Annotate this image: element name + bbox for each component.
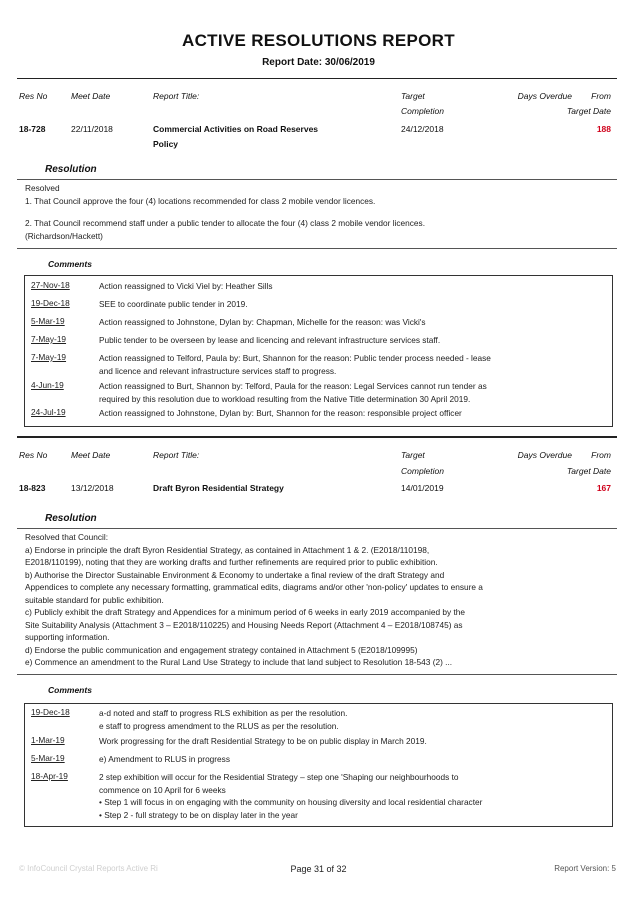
comment-date: 5-Mar-19 bbox=[31, 316, 65, 326]
col-target-date: Target Date bbox=[566, 106, 611, 116]
comment-text: Action reassigned to Telford, Paula by: Burt, Shannon for the reason: Public tender process needed - lease and licence and relevant infrastructure services staff to progress. bbox=[99, 353, 491, 376]
col-meet-date: Meet Date bbox=[71, 450, 111, 460]
resolution-divider bbox=[17, 528, 617, 529]
resolution-text: Resolved that Council: a) Endorse in principle the draft Byron Residential Strategy, as contained in Attachment 1 & 2. (E2018/110198, E2018/110199), noting that they are working drafts and further refinements are required prior to public exhibition. b) Authorise the Director Sustainable Environment & Economy to undertake a final review of the draft Strategy and Appendices to complete any necessary formatting, grammatical edits, diagrams and/or other 'non-policy' updates to ensure a suitable standard for public exhibition. c) Publicly exhibit the draft Strategy and Appendices for a minimum period of 6 weeks in early 2019 accompanied by the Site Suitability Analysis (Attachment 3 – E2018/110225) and Housing Needs Report (Attachment 4 – E2018/108745) as supporting information. d) Endorse the public communication and engagement strategy contained in Attachment 5 (E2018/109995) e) Commence an amendment to the Rural Land Use Strategy to include that land subject to Resolution 18-543 (2) ... bbox=[25, 532, 483, 667]
page-number: Page 31 of 32 bbox=[290, 864, 347, 874]
comment-date: 24-Jul-19 bbox=[31, 407, 66, 417]
meet-date-value: 22/11/2018 bbox=[71, 124, 113, 134]
col-target-date: Target Date bbox=[566, 466, 611, 476]
col-report-title: Report Title: bbox=[153, 91, 200, 101]
footer-left-text: © InfoCouncil Crystal Reports Active Ri bbox=[19, 864, 158, 873]
report-version: Report Version: 5 bbox=[554, 864, 616, 873]
comment-date: 4-Jun-19 bbox=[31, 380, 64, 390]
col-res-no: Res No bbox=[19, 91, 48, 101]
comment-text: Work progressing for the draft Residential Strategy to be on public display in March 2019. bbox=[99, 736, 427, 746]
col-from: From bbox=[591, 450, 611, 460]
target-completion-value: 14/01/2019 bbox=[401, 483, 444, 493]
comment-date: 5-Mar-19 bbox=[31, 753, 65, 763]
comments-heading: Comments bbox=[48, 259, 92, 269]
comment-text: e) Amendment to RLUS in progress bbox=[99, 754, 230, 764]
comment-text: Action reassigned to Vicki Viel by: Heather Sills bbox=[99, 281, 273, 291]
days-overdue-value: 188 bbox=[596, 124, 611, 134]
comments-heading: Comments bbox=[48, 685, 92, 695]
comment-text: 2 step exhibition will occur for the Residential Strategy – step one 'Shaping our neighbourhoods to commence on 10 April for 6 weeks • Step 1 will focus in on engaging with the community on housing diversity and local residential character • Step 2 - full strategy to be on display later in the year bbox=[99, 772, 483, 820]
comment-text: Action reassigned to Johnstone, Dylan by: Burt, Shannon for the reason: responsible project officer bbox=[99, 408, 462, 418]
header-divider bbox=[17, 78, 617, 79]
comment-text: Action reassigned to Johnstone, Dylan by: Chapman, Michelle for the reason: was Vicki's bbox=[99, 317, 426, 327]
comment-date: 27-Nov-18 bbox=[31, 280, 70, 290]
report-title-value: Draft Byron Residential Strategy bbox=[153, 483, 284, 493]
comment-text: a-d noted and staff to progress RLS exhibition as per the resolution. e staff to progress amendment to the RLUS as per the resolution. bbox=[99, 708, 348, 731]
resolution-end-divider bbox=[17, 674, 617, 675]
report-date: Report Date: 30/06/2019 bbox=[262, 57, 375, 68]
comment-text: Public tender to be overseen by lease and licencing and relevant infrastructure services staff. bbox=[99, 335, 441, 345]
comments-box bbox=[24, 275, 613, 427]
resolution-heading: Resolution bbox=[45, 164, 97, 175]
comment-date: 1-Mar-19 bbox=[31, 735, 65, 745]
resolution-separator bbox=[17, 436, 617, 438]
col-days-overdue: Days Overdue bbox=[517, 91, 572, 101]
comment-text: Action reassigned to Burt, Shannon by: Telford, Paula for the reason: Legal Services cannot run tender as required by this resolution due to workload resulting from the Native Title determination 30 April 2019. bbox=[99, 381, 487, 404]
col-report-title: Report Title: bbox=[153, 450, 200, 460]
col-meet-date: Meet Date bbox=[71, 91, 111, 101]
resolution-text: Resolved 1. That Council approve the four (4) locations recommended for class 2 mobile vendor licences. 2. That Council recommend staff under a public tender to allocate the four (4) class 2 mobile vendor licences. (Richardson/Hackett) bbox=[25, 183, 426, 241]
res-no-value: 18-823 bbox=[19, 483, 46, 493]
resolution-end-divider bbox=[17, 248, 617, 249]
col-target: Target bbox=[401, 450, 425, 460]
col-completion: Completion bbox=[401, 466, 444, 476]
comments-box bbox=[24, 703, 613, 827]
resolution-heading: Resolution bbox=[45, 513, 97, 524]
days-overdue-value: 167 bbox=[596, 483, 611, 493]
resolution-divider bbox=[17, 179, 617, 180]
comment-date: 19-Dec-18 bbox=[31, 298, 70, 308]
report-title-value-line2: Policy bbox=[153, 139, 179, 149]
target-completion-value: 24/12/2018 bbox=[401, 124, 444, 134]
report-title: ACTIVE RESOLUTIONS REPORT bbox=[182, 31, 455, 50]
meet-date-value: 13/12/2018 bbox=[71, 483, 114, 493]
col-from: From bbox=[591, 91, 611, 101]
report-title-value: Commercial Activities on Road Reserves bbox=[153, 124, 319, 134]
col-completion: Completion bbox=[401, 106, 444, 116]
col-days-overdue: Days Overdue bbox=[517, 450, 572, 460]
col-res-no: Res No bbox=[19, 450, 48, 460]
comment-date: 7-May-19 bbox=[31, 334, 67, 344]
comment-date: 19-Dec-18 bbox=[31, 707, 70, 717]
col-target: Target bbox=[401, 91, 425, 101]
res-no-value: 18-728 bbox=[19, 124, 46, 134]
comment-text: SEE to coordinate public tender in 2019. bbox=[99, 299, 248, 309]
comment-date: 18-Apr-19 bbox=[31, 771, 68, 781]
comment-date: 7-May-19 bbox=[31, 352, 67, 362]
